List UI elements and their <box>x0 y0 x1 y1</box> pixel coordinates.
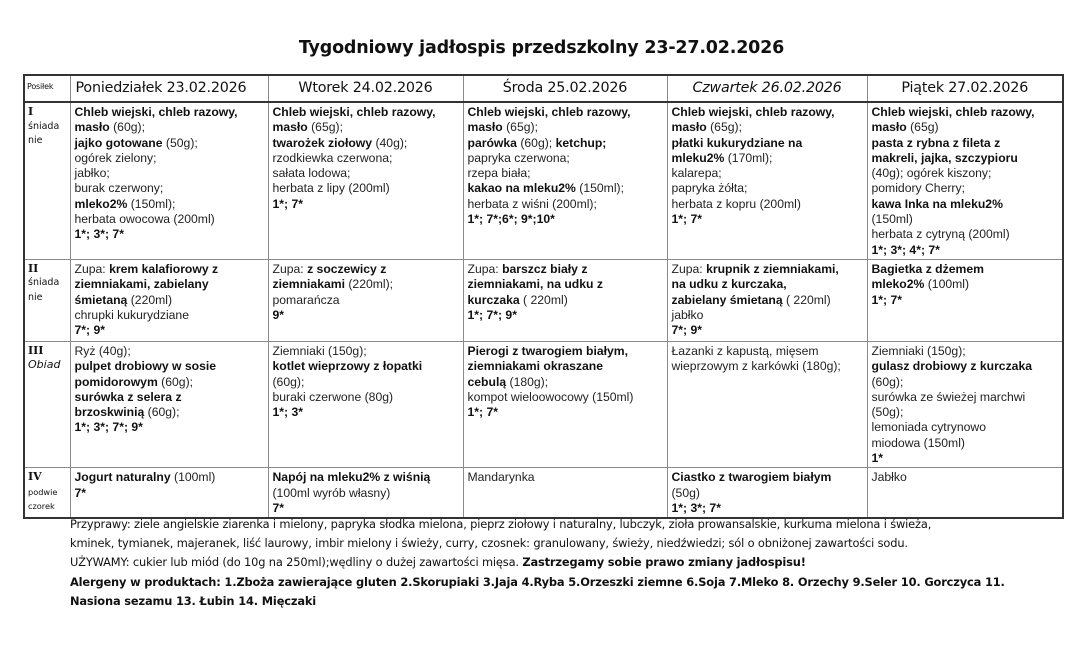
menu-item-bold: zabielany śmietaną <box>671 292 783 307</box>
menu-line <box>75 420 264 435</box>
menu-line <box>872 151 1059 166</box>
menu-line <box>468 151 663 166</box>
day-header-monday: Poniedziałek 23.02.2026 <box>70 75 268 102</box>
menu-line <box>75 470 264 485</box>
menu-item-bold: masło <box>871 120 907 135</box>
menu-item-bold: Pierogi z twarogiem białym, <box>467 343 629 358</box>
menu-item-text: (50g) <box>671 485 700 500</box>
menu-line <box>468 344 663 359</box>
menu-line <box>75 277 264 292</box>
day-header-friday: Piątek 27.02.2026 <box>867 75 1063 102</box>
menu-line <box>273 359 459 374</box>
menu-item-bold: barszcz biały z <box>502 261 588 276</box>
menu-item-bold: 1*; 7* <box>467 405 498 420</box>
menu-item-text: ogórek zielony; <box>74 150 157 165</box>
allergens-line-1: Alergeny w produktach: 1.Zboża zawierające gluten 2.Skorupiaki 3.Jaja 4.Ryba 5.Orzeszki ziemne 6.Soja 7.Mleko 8. Orzechy 9.Seler 10. Gorczyca 11. <box>70 574 1005 589</box>
meal-name: podwie <box>28 486 58 497</box>
menu-line <box>273 344 459 359</box>
menu-line <box>672 277 863 292</box>
menu-item-bold: 1*; 3*; 4*; 7* <box>871 242 940 257</box>
menu-item-text: herbata owocowa (200ml) <box>74 212 215 227</box>
menu-item-text: sałata lodowa; <box>272 166 351 181</box>
menu-line <box>273 181 459 196</box>
day-header-wednesday: Środa 25.02.2026 <box>463 75 667 102</box>
menu-line <box>672 308 863 323</box>
menu-line <box>872 436 1059 451</box>
menu-line <box>75 136 264 151</box>
meal-label <box>24 102 70 259</box>
menu-line <box>672 151 863 166</box>
menu-item-text: wieprzowym z karkówki (180g); <box>671 359 841 374</box>
menu-line <box>872 166 1059 181</box>
meal-number: I <box>28 105 34 118</box>
menu-line <box>75 405 264 420</box>
notes-section <box>70 515 1070 611</box>
usage-text: UŻYWAMY: cukier lub miód (do 10g na 250ml);wędliny o dużej zawartości mięsa. <box>70 555 523 570</box>
menu-item-text: (60g); <box>516 135 556 150</box>
menu-item-text: rzepa biała; <box>467 166 531 181</box>
meal-name: śniada <box>28 277 60 289</box>
menu-line <box>468 262 663 277</box>
menu-item-text: (170ml); <box>724 150 773 165</box>
meal-number: III <box>28 343 44 357</box>
menu-line <box>75 323 264 338</box>
spices-line-2: kminek, tymianek, majeranek, liść laurowy, imbir mielony i świeży, curry, czosnek: granulowany, świeży, niedźwiedzi; sól o obniżonej zawartości sodu. <box>70 536 908 551</box>
menu-item-bold: Bagietka z dżemem <box>871 261 984 276</box>
menu-cell-tuesday <box>268 259 463 341</box>
menu-line <box>672 212 863 227</box>
menu-item-bold: ziemniakami <box>272 277 345 292</box>
menu-line <box>468 181 663 196</box>
menu-item-bold: kakao na mleku2% <box>467 181 576 196</box>
menu-item-text: rzodkiewka czerwona; <box>272 150 393 165</box>
menu-line <box>468 375 663 390</box>
menu-line <box>872 120 1059 135</box>
menu-cell-wednesday <box>463 102 667 259</box>
menu-cell-tuesday <box>268 102 463 259</box>
menu-item-text: burak czerwony; <box>74 181 164 196</box>
menu-cell-thursday <box>667 468 867 518</box>
menu-item-text: surówka ze świeżej marchwi <box>871 389 1026 404</box>
menu-item-bold: 1*; 7*; 9* <box>467 307 517 322</box>
menu-item-bold: 1* <box>871 451 884 466</box>
menu-line <box>872 212 1059 227</box>
menu-item-text: (60g); <box>144 405 180 420</box>
menu-line <box>75 227 264 242</box>
menu-line <box>75 486 264 501</box>
menu-item-bold: ziemniakami, na udku z <box>467 277 603 292</box>
menu-item-bold: śmietaną <box>74 292 128 307</box>
menu-item-bold: Chleb wiejski, chleb razowy, <box>74 105 238 119</box>
menu-item-text: (65g); <box>307 120 343 135</box>
menu-item-text: (65g) <box>906 120 939 135</box>
meal-name: nie <box>28 291 43 303</box>
menu-line <box>872 451 1059 466</box>
menu-body <box>24 102 1063 518</box>
menu-line <box>75 262 264 277</box>
menu-cell-tuesday <box>268 468 463 518</box>
menu-line <box>75 293 264 308</box>
menu-cell-tuesday <box>268 341 463 467</box>
menu-cell-wednesday <box>463 341 667 467</box>
menu-line <box>872 277 1059 292</box>
menu-item-text: (150ml); <box>575 181 624 196</box>
menu-line <box>872 262 1059 277</box>
menu-line <box>273 308 459 323</box>
menu-line <box>872 105 1059 120</box>
menu-item-text: Łazanki z kapustą, mięsem <box>671 343 819 358</box>
menu-item-bold: Napój na mleku2% z wiśnią <box>272 470 431 485</box>
menu-item-text: (60g); <box>871 374 904 389</box>
menu-item-text: ( 220ml) <box>782 292 831 307</box>
menu-line <box>672 166 863 181</box>
menu-item-bold: mleko2% <box>74 196 128 211</box>
menu-item-bold: na udku z kurczaka, <box>671 277 787 292</box>
menu-item-text: jabłko <box>671 307 704 322</box>
menu-item-bold: 7*; 9* <box>74 323 105 338</box>
menu-line <box>468 359 663 374</box>
menu-item-bold: 1*; 3*; 7*; 9* <box>74 420 143 435</box>
menu-item-bold: krupnik z ziemniakami, <box>706 261 839 276</box>
menu-item-bold: parówka <box>467 135 517 150</box>
menu-item-text: herbata z cytryną (200ml) <box>871 227 1010 242</box>
menu-line <box>273 501 459 516</box>
menu-item-bold: makreli, jajka, szczypioru <box>871 150 1018 165</box>
menu-item-text: Zupa: <box>467 261 503 276</box>
menu-line <box>872 181 1059 196</box>
menu-item-text: pomidory Cherry; <box>871 181 965 196</box>
menu-line <box>672 105 863 120</box>
menu-line <box>872 227 1059 242</box>
menu-item-bold: Ciastko z twarogiem białym <box>671 470 832 485</box>
menu-item-text: lemoniada cytrynowo <box>871 420 986 435</box>
menu-item-bold: 7* <box>74 485 87 500</box>
menu-item-bold: cebulą <box>467 374 507 389</box>
menu-line <box>468 105 663 120</box>
meal-row <box>24 259 1063 341</box>
menu-line <box>75 105 264 120</box>
menu-item-text: (220ml) <box>127 292 173 307</box>
menu-cell-wednesday <box>463 259 667 341</box>
menu-item-bold: masło <box>74 120 110 135</box>
menu-cell-thursday <box>667 341 867 467</box>
menu-item-bold: Chleb wiejski, chleb razowy, <box>871 105 1035 119</box>
menu-line <box>273 120 459 135</box>
menu-line <box>273 293 459 308</box>
menu-table <box>23 74 1064 519</box>
menu-line <box>75 308 264 323</box>
menu-item-bold: 1*; 7* <box>272 196 303 211</box>
menu-line <box>672 323 863 338</box>
menu-item-text: (65g); <box>706 120 742 135</box>
menu-item-bold: ziemniakami okraszane <box>467 359 603 374</box>
menu-line <box>872 197 1059 212</box>
menu-item-bold: gulasz drobiowy z kurczaka <box>871 359 1033 374</box>
menu-item-text: (60g); <box>272 374 305 389</box>
menu-item-text: (150ml); <box>127 196 176 211</box>
menu-item-bold: 1*; 7* <box>671 212 702 227</box>
menu-line <box>468 197 663 212</box>
menu-item-text: (40g); <box>372 135 408 150</box>
menu-item-bold: masło <box>272 120 308 135</box>
menu-item-bold: 1*; 3*; 7* <box>671 500 721 515</box>
menu-line <box>468 470 663 485</box>
menu-item-bold: jajko gotowane <box>74 135 163 150</box>
menu-line <box>273 486 459 501</box>
menu-item-bold: 1*; 7* <box>871 292 902 307</box>
menu-cell-wednesday <box>463 468 667 518</box>
allergens-line-2: Nasiona sezamu 13. Łubin 14. Mięczaki <box>70 593 317 608</box>
menu-line <box>273 470 459 485</box>
menu-line <box>872 293 1059 308</box>
menu-line <box>273 197 459 212</box>
menu-item-text: kompot wieloowocowy (150ml) <box>467 389 634 404</box>
menu-line <box>273 151 459 166</box>
menu-item-bold: 7* <box>272 500 285 515</box>
menu-item-bold: kawa Inka na mleku2% <box>871 196 1003 211</box>
meal-row <box>24 341 1063 467</box>
menu-item-text: (60g); <box>109 120 145 135</box>
menu-item-text: Zupa: <box>272 261 308 276</box>
menu-item-bold: kotlet wieprzowy z łopatki <box>272 359 423 374</box>
menu-line <box>672 359 863 374</box>
meal-name: czorek <box>28 500 55 511</box>
menu-line <box>75 151 264 166</box>
menu-line <box>672 501 863 516</box>
menu-item-text: Zupa: <box>74 261 110 276</box>
menu-item-text: (100ml wyrób własny) <box>272 485 391 500</box>
menu-item-text: (65g); <box>502 120 538 135</box>
menu-line <box>672 293 863 308</box>
menu-item-bold: z soczewicy z <box>307 261 387 276</box>
menu-item-text: Ziemniaki (150g); <box>871 343 966 358</box>
menu-line <box>75 120 264 135</box>
menu-line <box>75 212 264 227</box>
menu-cell-friday <box>867 341 1063 467</box>
menu-item-bold: Chleb wiejski, chleb razowy, <box>272 105 436 119</box>
menu-item-text: miodowa (150ml) <box>871 435 965 450</box>
menu-line <box>75 181 264 196</box>
menu-item-bold: masło <box>467 120 503 135</box>
menu-line <box>468 120 663 135</box>
meal-label <box>24 341 70 467</box>
menu-item-text: Ziemniaki (150g); <box>272 343 367 358</box>
menu-cell-thursday <box>667 102 867 259</box>
menu-item-text: papryka czerwona; <box>467 150 570 165</box>
menu-line <box>75 359 264 374</box>
menu-line <box>872 243 1059 258</box>
menu-item-text: chrupki kukurydziane <box>74 307 189 322</box>
menu-item-bold: Chleb wiejski, chleb razowy, <box>671 105 835 119</box>
menu-item-text: Zupa: <box>671 261 707 276</box>
menu-item-text: (100ml) <box>924 277 970 292</box>
header-row <box>24 75 1063 102</box>
menu-item-bold: mleko2% <box>871 277 925 292</box>
meal-label <box>24 468 70 518</box>
menu-item-text: (150ml) <box>871 212 913 227</box>
menu-line <box>273 375 459 390</box>
meal-label <box>24 259 70 341</box>
menu-line <box>273 105 459 120</box>
menu-item-text: (100ml) <box>170 470 216 485</box>
menu-cell-monday <box>70 102 268 259</box>
menu-line <box>672 120 863 135</box>
menu-line <box>872 405 1059 420</box>
menu-line <box>872 344 1059 359</box>
meal-row <box>24 102 1063 259</box>
menu-item-text: herbata z kopru (200ml) <box>671 196 801 211</box>
menu-item-bold: pulpet drobiowy w sosie <box>74 359 217 374</box>
menu-line <box>872 390 1059 405</box>
menu-line <box>872 136 1059 151</box>
page-title: Tygodniowy jadłospis przedszkolny 23-27.02.2026 <box>298 38 785 58</box>
spices-line-1: Przyprawy: ziele angielskie ziarenka i mielony, papryka słodka mielona, pieprz ziołowy i naturalny, lubczyk, zioła prowansalskie, kurkuma mielona i świeża, <box>70 517 932 531</box>
menu-item-text: (40g); ogórek kiszony; <box>871 166 992 181</box>
menu-line <box>872 470 1059 485</box>
menu-line <box>872 420 1059 435</box>
menu-line <box>273 277 459 292</box>
meal-row <box>24 468 1063 518</box>
menu-line <box>75 166 264 181</box>
menu-item-bold: masło <box>671 120 707 135</box>
menu-cell-friday <box>867 102 1063 259</box>
menu-cell-monday <box>70 468 268 518</box>
menu-item-text: ( 220ml) <box>519 292 568 307</box>
menu-item-bold: twarożek ziołowy <box>272 135 373 150</box>
menu-item-text: kalarepa; <box>671 166 722 181</box>
meal-name: Obiad <box>28 358 61 372</box>
menu-line <box>468 136 663 151</box>
menu-line <box>273 262 459 277</box>
menu-item-text: Jabłko <box>871 470 907 485</box>
menu-item-bold: ziemniakami, zabielany <box>74 277 209 292</box>
menu-cell-friday <box>867 259 1063 341</box>
menu-item-bold: 7*; 9* <box>671 323 702 338</box>
menu-item-bold: pasta z rybna z fileta z <box>871 135 1001 150</box>
menu-line <box>672 486 863 501</box>
menu-item-text: buraki czerwone (80g) <box>272 389 394 404</box>
meal-name: śniada <box>28 120 60 132</box>
meal-number: IV <box>28 470 42 484</box>
menu-cell-monday <box>70 259 268 341</box>
menu-item-text: (220ml); <box>344 277 394 292</box>
menu-line <box>468 390 663 405</box>
menu-item-bold: 1*; 7*;6*; 9*;10* <box>467 212 555 227</box>
menu-item-text: Ryż (40g); <box>74 343 131 358</box>
menu-item-bold: kurczaka <box>467 292 520 307</box>
menu-item-text: (60g); <box>157 374 194 389</box>
meal-name: nie <box>28 135 43 146</box>
menu-line <box>468 293 663 308</box>
menu-line <box>75 375 264 390</box>
menu-line <box>468 166 663 181</box>
menu-cell-thursday <box>667 259 867 341</box>
menu-item-bold: 1*; 3* <box>272 405 303 420</box>
menu-item-text: (180g); <box>506 374 549 389</box>
menu-line <box>75 344 264 359</box>
menu-change-notice: Zastrzegamy sobie prawo zmiany jadłospisu! <box>522 555 806 570</box>
menu-line <box>672 197 863 212</box>
menu-line <box>468 308 663 323</box>
menu-item-bold: pomidorowym <box>74 374 158 389</box>
menu-line <box>672 136 863 151</box>
menu-item-bold: surówka z selera z <box>74 389 182 404</box>
menu-item-text: herbata z lipy (200ml) <box>272 181 390 196</box>
menu-item-bold: 9* <box>272 307 285 322</box>
meal-number: II <box>28 261 39 275</box>
menu-item-text: (50g); <box>162 135 198 150</box>
usage-line <box>70 553 1070 572</box>
menu-line <box>468 212 663 227</box>
menu-item-text: Mandarynka <box>467 470 535 485</box>
menu-item-text: jabłko; <box>74 166 110 181</box>
menu-line <box>75 197 264 212</box>
menu-line <box>468 405 663 420</box>
menu-item-bold: 1*; 3*; 7* <box>74 227 124 242</box>
menu-line <box>273 390 459 405</box>
menu-item-text: papryka żółta; <box>671 181 748 196</box>
menu-item-text: (50g); <box>871 405 904 420</box>
menu-item-bold: ketchup; <box>555 135 607 150</box>
day-header-tuesday: Wtorek 24.02.2026 <box>268 75 463 102</box>
menu-item-bold: mleku2% <box>671 150 725 165</box>
menu-line <box>273 405 459 420</box>
menu-line <box>672 470 863 485</box>
menu-item-bold: krem kalafiorowy z <box>109 261 219 276</box>
menu-line <box>273 166 459 181</box>
menu-line <box>672 181 863 196</box>
menu-cell-friday <box>867 468 1063 518</box>
menu-item-bold: płatki kukurydziane na <box>671 135 803 150</box>
menu-line <box>872 375 1059 390</box>
menu-item-bold: brzoskwinią <box>74 405 145 420</box>
menu-line <box>672 262 863 277</box>
menu-line <box>468 277 663 292</box>
menu-item-bold: Chleb wiejski, chleb razowy, <box>467 105 631 119</box>
menu-line <box>872 359 1059 374</box>
day-header-thursday: Czwartek 26.02.2026 <box>667 75 867 102</box>
menu-line <box>672 344 863 359</box>
menu-line <box>273 136 459 151</box>
menu-item-text: herbata z wiśni (200ml); <box>467 196 597 211</box>
menu-line <box>75 390 264 405</box>
menu-item-bold: Jogurt naturalny <box>74 470 171 485</box>
menu-item-text: pomarańcza <box>272 292 340 307</box>
menu-cell-monday <box>70 341 268 467</box>
meal-column-header: Posiłek <box>24 75 70 102</box>
